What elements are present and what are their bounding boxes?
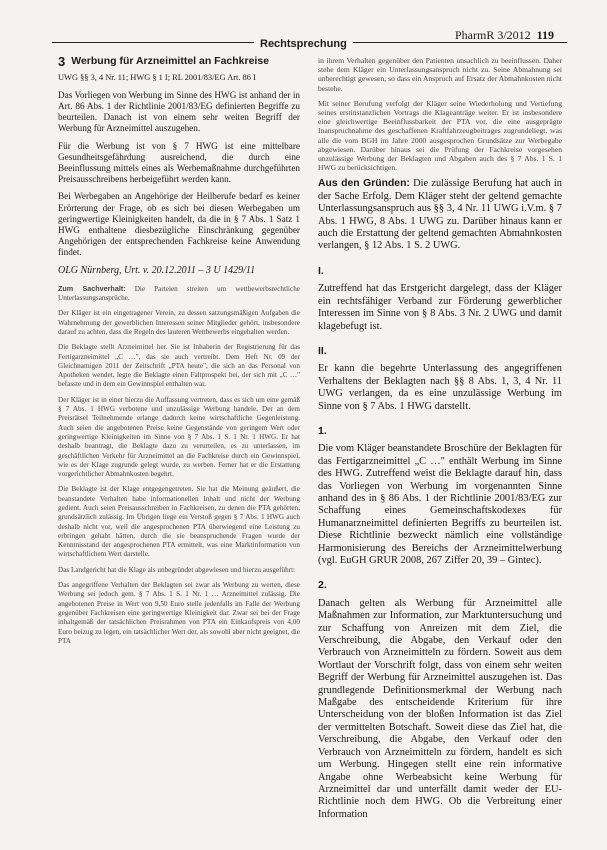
left-column	[58, 56, 300, 652]
journal-name: PharmR 3/2012	[455, 28, 531, 42]
section-heading-II: II.	[318, 344, 327, 357]
gruende-paragraph	[318, 178, 562, 252]
sachverhalt-paragraph: Die Beklagte ist der Klage entgegengetreten. Sie hat die Meinung geäußert, die beanstandete Verhalten habe informationellen Inhalt und nicht der Werbung gedient. Auch seien Preisausschreiben in Fachkreisen, zu denen die PTA gehörten, grundsätzlich zulässig. Im Übrigen liege ein Verstoß gegen § 7 Abs. 1 HWG auch deshalb nicht vor, weil die angesprochenen PTA überwiegend eine Leistung zu erbringen gehabt hätten, durch die sie beanspruchende Fragen wurde der Kenntnisstand der angesprochenen PTA ermittelt, was eine Marktinformation von wirtschaftlichem Wert darstelle.	[58, 485, 300, 559]
guiding-principle: Für die Werbung ist von § 7 HWG ist eine mittelbare Gesundheitsgefährdung ausreichend, die durch eine Beeinflussung mittels eines als Werbemaßnahme durchgeführten Preisausschreibens herbeigeführt werden kann.	[58, 140, 300, 185]
section-label: Rechtsprechung	[254, 38, 353, 50]
section-heading-I: I.	[318, 264, 324, 277]
subsection-2-text: Danach gelten als Werbung für Arzneimittel alle Maßnahmen zur Information, zur Marktuntersuchung und zur Schaffung von Anreizen mit dem Ziel, die Verschreibung, die Abgabe, den Verkauf oder den Verbrauch von Arzneimitteln zu fördern. Soweit aus dem Wortlaut der Vorschrift folgt, dass von einem sehr weiten Begriff der Werbung für Arzneimittel auszugehen ist. Das grundlegende Definitionsmerkmal der Werbung nach Maßgabe des entscheidende Kriterium für ihre Unterscheidung von der bloßen Information ist das Ziel der vermittelten Botschaft. Soweit diese das Ziel hat, die Verschreibung, die Abgabe, den Verkauf oder den Verbrauch von Arzneimitteln zu fördern, handelt es sich um Werbung. Hingegen stellt eine rein informative Angabe ohne Werbeabsicht keine Werbung für Arzneimittel dar und unterfällt damit weder der EU-Richtlinie noch dem HWG. Ob die Verbreitung einer Information	[318, 597, 562, 820]
subsection-heading-2: 2.	[318, 579, 327, 592]
intro-small-paragraph: Mit seiner Berufung verfolgt der Kläger seine Wiederholung und Vertiefung seines erstinstanzlichen Vortrags die Klageanträge weiter. Er ist insbesondere eine gleichwertige Beeinflussbarkeit der PTA vor, die eine ausgeprägte Inanspruchnahme des geschaffenen Kraftfahrzeugbeitrages zugrundeliegt, was alle die vom BGH im Jahre 2000 ausgesprochen Grundsätze zur Werbegabe abgewiesen. Darüber hinaus sei die Prüfung der Fachkreise vorgesehen unzulässige Werbung der Beklagten und Abgaben auch des § 7 Abs. 1 S. 1 HWG zu berücksichtigen.	[318, 98, 562, 173]
intro-paragraph: in ihrem Verhalten gegenüber den Patienten unsachlich zu beeinflussen. Daher stehe dem Kläger ein Unterlassungsanspruch nicht zu. Seine Abmahnung sei unberechtigt gewesen, so dass ein Anspruch auf Ersatz der Abmahnkosten nicht bestehe.	[318, 56, 562, 93]
article-number: 3	[58, 54, 66, 69]
section-II-text: Er kann die begehrte Unterlassung des angegriffenen Verhaltens der Beklagten nach §§ 8 Abs. 1, 3, 4 Nr. 11 UWG verlangen, da es eine unzulässige Werbung im Sinne von § 7 Abs. 1 HWG darstellt.	[318, 363, 562, 412]
sachverhalt-lead: Zum Sachverhalt:	[58, 283, 126, 293]
subsection-1-text: Die vom Kläger beanstandete Broschüre der Beklagten für das Fertigarzneimittel „C …" enthält Werbung im Sinne des HWG. Zutreffend weist die Beklagte darauf hin, dass das Vorliegen von Werbung im vorgenannten Sinne anhand des in § 86 Abs. 1 der Richtlinie 2001/83/EG zur Schaffung eines Gemeinschaftskodexes für Humanarzneimittel definierten Begriffs zu beurteilen ist. Diese Richtlinie bezweckt nämlich eine vollständige Harmonisierung des Bereichs der Arzneimittelwerbung (vgl. EuGH GRUR 2008, 267 Ziffer 20, 39 – Gintec).	[318, 443, 562, 566]
norms-line: UWG §§ 3, 4 Nr. 11; HWG § 1 I; RL 2001/83/EG Art. 86 I	[58, 73, 256, 83]
court-citation: OLG Nürnberg, Urt. v. 20.12.2011 – 3 U 1429/11	[58, 264, 256, 276]
guiding-principle: Bei Werbegaben an Angehörige der Heilberufe bedarf es keiner Erörterung der Frage, ob es sich bei diesen Werbegaben um geringwertige Kleinigkeiten handelt, da die in § 7 Abs. 1 Satz 1 HWG enthaltene diesbezügliche Einschränkung gegenüber Angehörigen der entsprechenden Fachkreise keine Anwendung findet.	[58, 191, 300, 258]
page-number: 119	[536, 28, 555, 42]
sachverhalt-paragraph: Die Beklagte stellt Arzneimittel her. Sie ist Inhaberin der Registrierung für das Fertigarzneimittel „C …", das sie auch vertreibt. Dem Heft Nr. 09 der Gleichnamigen 2011 der Zeitschrift „PTA heute", die sich an das Personal von Apotheken wendet, legte die Beklagte einen Faltprospekt bei, der sich mit „C …" befasste und in dem ein Gewinnspiel enthalten war.	[58, 343, 300, 389]
article-heading	[58, 56, 300, 67]
guiding-principle: Das Vorliegen von Werbung im Sinne des HWG ist anhand der in Art. 86 Abs. 1 der Richtlinie 2001/83/EG definierten Begriffe zu beurteilen. Danach ist von einem sehr weiten Begriff der Werbung für Arzneimittel auszugehen.	[58, 89, 300, 134]
sachverhalt-paragraph	[58, 284, 300, 304]
subsection-heading-1: 1.	[318, 424, 327, 437]
sachverhalt-paragraph: Das Landgericht hat die Klage als unbegründet abgewiesen und hierzu ausgeführt:	[58, 565, 296, 574]
journal-info	[455, 28, 554, 43]
gruende-text: Die zulässige Berufung hat auch in der Sache Erfolg. Dem Kläger steht der geltend gemachte Unterlassungsanspruch aus §§ 3, 4 Nr. 11 UWG i.V.m. § 7 Abs. 1 HWG, 8 Abs. 1 UWG zu. Darüber hinaus kann er auch die Erstattung der geltend gemachten Abmahnkosten verlangen, § 12 Abs. 1 S. 2 UWG.	[318, 178, 562, 252]
sachverhalt-text: Die Parteien streiten um wettbewerbsrechtliche Unterlassungsansprüche.	[58, 284, 300, 303]
sachverhalt-paragraph: Der Kläger ist ein eingetragener Verein, zu dessen satzungsmäßigen Aufgaben die Wahrnehmung der gewerblichen Interessen seiner Mitglieder gehört, insbesondere darauf zu achten, dass die Regeln des lauteren Wettbewerbs eingehalten werden.	[58, 309, 300, 336]
gruende-lead: Aus den Gründen:	[318, 178, 410, 190]
right-column	[318, 56, 562, 827]
sachverhalt-paragraph: Der Kläger ist in einer hierzu die Auffassung vertreten, dass es sich um eine gemäß § 7 Abs. 1 HWG verbotene und unzulässige Werbung handele. Der an dem Preisrätsel Teilnehmende erlange dadurch keine wirtschaftliche Gegenleistung. Auch seien die angebotenen Preise keine Gegenstände von geringem Wert oder geringwertige Kleinigkeiten im Sinne von § 7 Abs. 1 S. 1 Nr. 1 HWG. Er hat deshalb beantragt, die Beklagte dazu zu verurteilen, es zu unterlassen, im geschäftlichen Verkehr für Arzneimittel an die Fachkreise durch ein Gewinnspiel, wie es der Klage zugrunde gelegt wurde, zu werben. Ferner hat er die Erstattung vorgerichtlicher Abmahnkosten begehrt.	[58, 395, 300, 479]
sachverhalt-paragraph: Das angegriffene Verhalten der Beklagten sei zwar als Werbung zu werten, diese Werbung sei jedoch gem. § 7 Abs. 1 S. 1 Nr. 1 … Arzneimittel zulässig. Die angebotenen Preise in Wert von 9,50 Euro stelle jedenfalls im Falle der Werbung gegenüber Fachkreisen eine geringwertige Kleinigkeit dar. Zwar sei bei der Frage inhaltgemäß der tatsächlichen Preisrahmen von PTA ein Einkaufspreis von 4,00 Euro beizug zu legen, ein tatsächlicher Wert der, als sowohl aber nicht geeignet, die PTA	[58, 581, 300, 645]
section-I-text: Zutreffend hat das Erstgericht dargelegt, dass der Kläger ein rechtsfähiger Verband zur Förderung gewerblicher Interessen im Sinne von § 8 Abs. 3 Nr. 2 UWG und damit klagebefugt ist.	[318, 283, 562, 332]
article-title: Werbung für Arzneimittel an Fachkreise	[71, 55, 270, 67]
